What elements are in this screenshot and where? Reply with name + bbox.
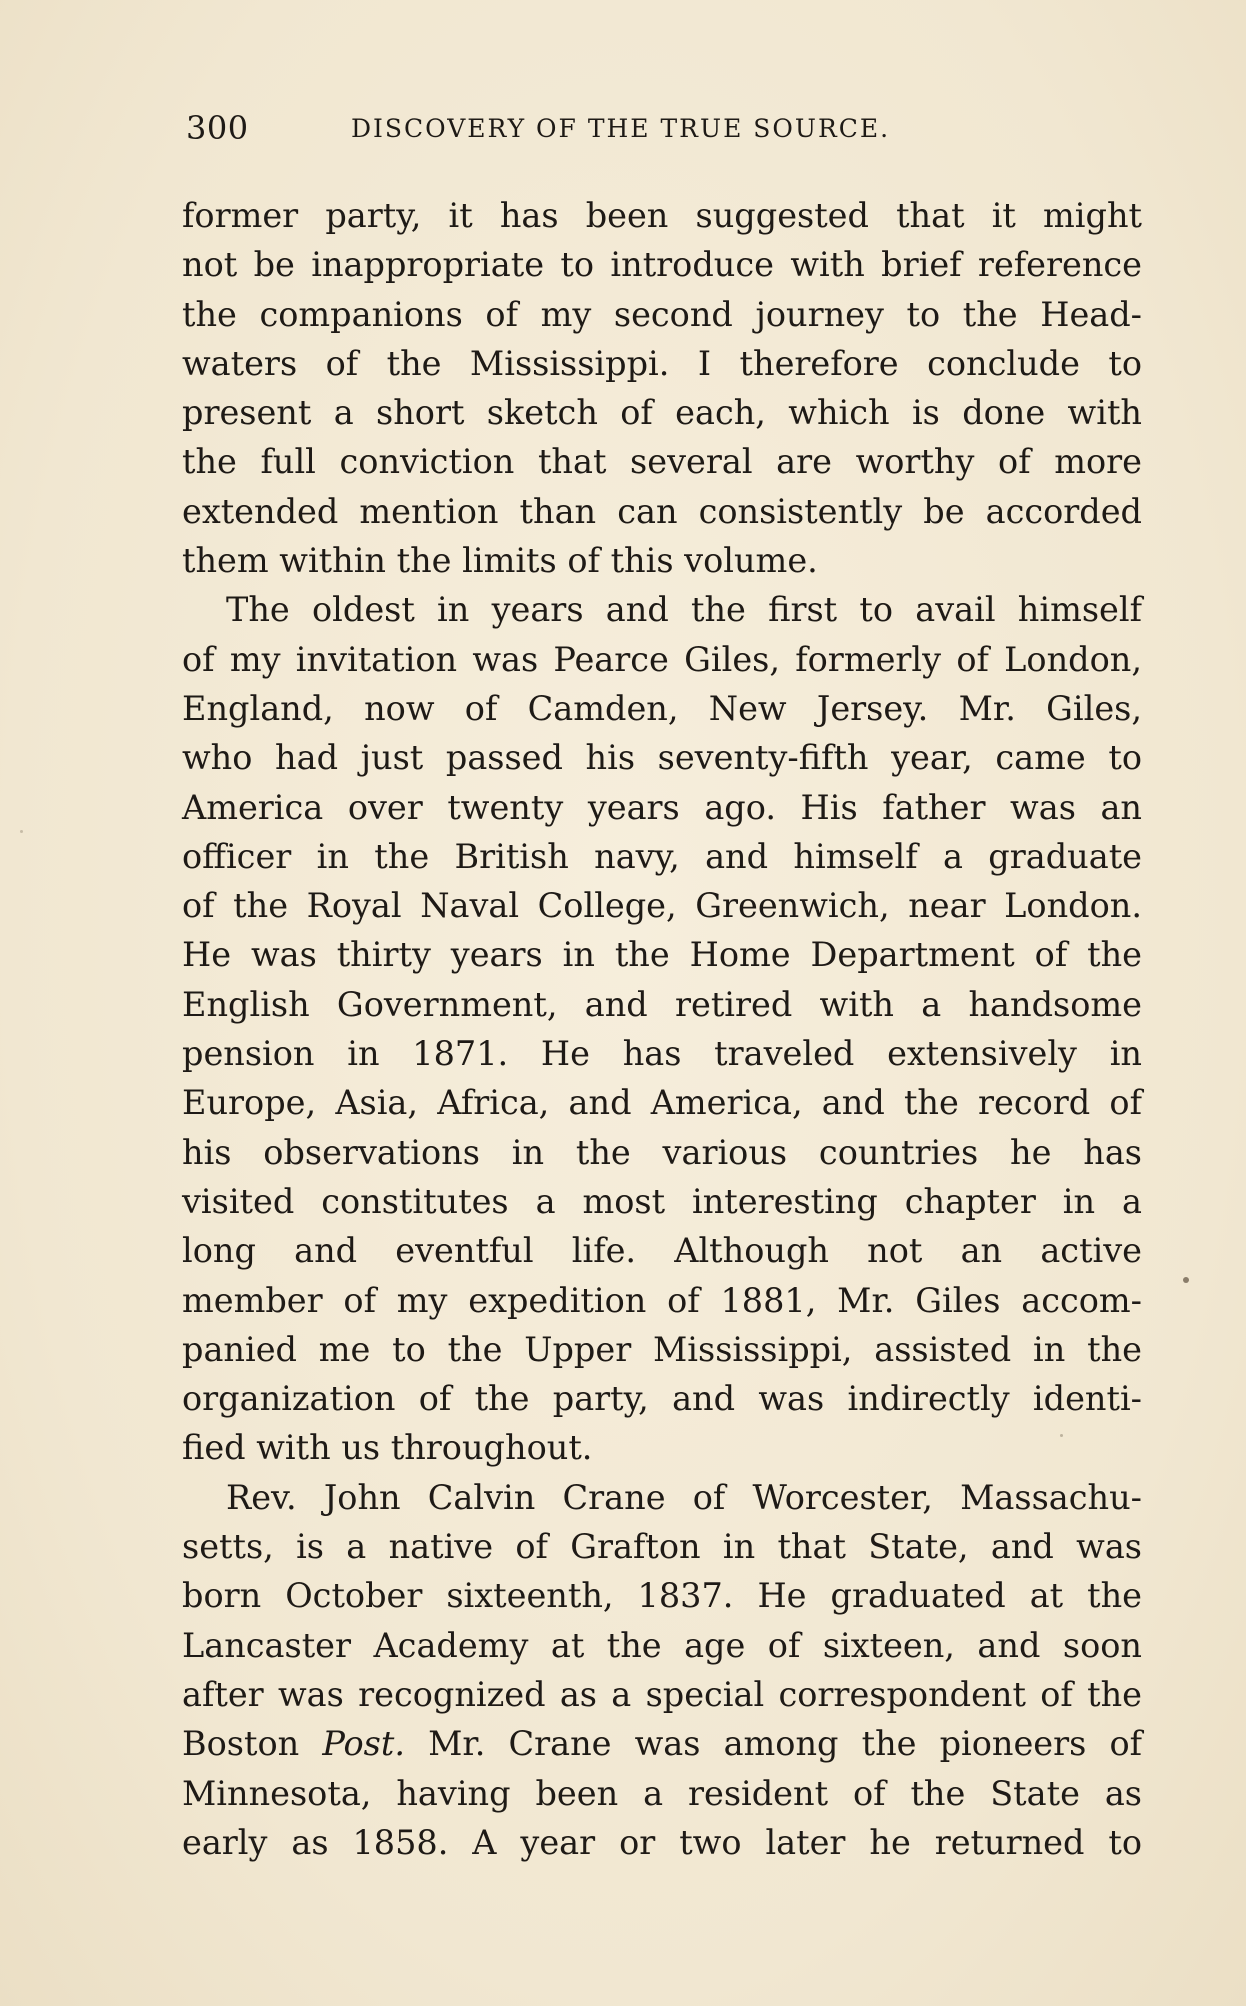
text-line: English Government, and retired with a handsome (182, 984, 1142, 1024)
text-line: former party, it has been suggested that it might (182, 196, 1142, 235)
text-line: pension in 1871. He has traveled extensively in (182, 1034, 1142, 1074)
text-line: of the Royal Naval College, Greenwich, near London. (182, 886, 1142, 926)
text-line: England, now of Camden, New Jersey. Mr. Giles, (182, 688, 1142, 728)
text-line: America over twenty years ago. His father was an (182, 787, 1142, 827)
text-line: the full conviction that several are worthy of more (182, 442, 1142, 482)
text-line: of my invitation was Pearce Giles, formerly of London, (182, 639, 1142, 679)
text-line: who had just passed his seventy-fifth year, came to (182, 738, 1142, 778)
text-line: officer in the British navy, and himself a graduate (182, 836, 1142, 876)
text-line: The oldest in years and the first to avail himself (226, 590, 1142, 630)
text-span: Mr. Crane was among the pioneers of (428, 1724, 1143, 1764)
text-line: waters of the Mississippi. I therefore conclude to (182, 343, 1142, 383)
text-line: Rev. John Calvin Crane of Worcester, Massachu- (226, 1477, 1142, 1517)
text-line: fied with us throughout. (182, 1428, 593, 1468)
body-text (182, 191, 1142, 1867)
text-line: Europe, Asia, Africa, and America, and the record of (182, 1083, 1142, 1123)
text-line: after was recognized as a special correspondent of the (182, 1674, 1142, 1714)
text-line: his observations in the various countries he has (182, 1132, 1142, 1172)
text-line: them within the limits of this volume. (182, 541, 818, 581)
text-line: member of my expedition of 1881, Mr. Giles accom- (182, 1280, 1142, 1320)
paper-speck (20, 830, 23, 833)
paper-speck (1183, 1277, 1189, 1283)
text-line: extended mention than can consistently be accorded (182, 491, 1142, 531)
text-line-mixed (182, 1719, 1142, 1768)
text-line: setts, is a native of Grafton in that State, and was (182, 1527, 1142, 1567)
text-line: not be inappropriate to introduce with brief reference (182, 245, 1142, 285)
text-line: organization of the party, and was indirectly identi- (182, 1379, 1142, 1419)
text-line: present a short sketch of each, which is done with (182, 393, 1142, 433)
running-head: DISCOVERY OF THE TRUE SOURCE. (351, 114, 891, 143)
text-line: panied me to the Upper Mississippi, assisted in the (182, 1329, 1142, 1369)
text-span: Boston (182, 1724, 300, 1764)
text-line: visited constitutes a most interesting chapter in a (182, 1181, 1142, 1221)
text-line: born October sixteenth, 1837. He graduated at the (182, 1576, 1142, 1616)
text-line: Lancaster Academy at the age of sixteen, and soon (182, 1625, 1142, 1665)
text-line: He was thirty years in the Home Department of the (182, 935, 1142, 975)
text-line: Minnesota, having been a resident of the State as (182, 1773, 1142, 1813)
page-header (186, 108, 1146, 148)
italic-title: Post. (322, 1724, 405, 1764)
page-number: 300 (186, 109, 249, 147)
text-line: long and eventful life. Although not an active (182, 1231, 1142, 1271)
paper-speck (1060, 1434, 1063, 1437)
text-line: early as 1858. A year or two later he returned to (182, 1822, 1142, 1862)
text-line: the companions of my second journey to the Head- (182, 294, 1142, 334)
